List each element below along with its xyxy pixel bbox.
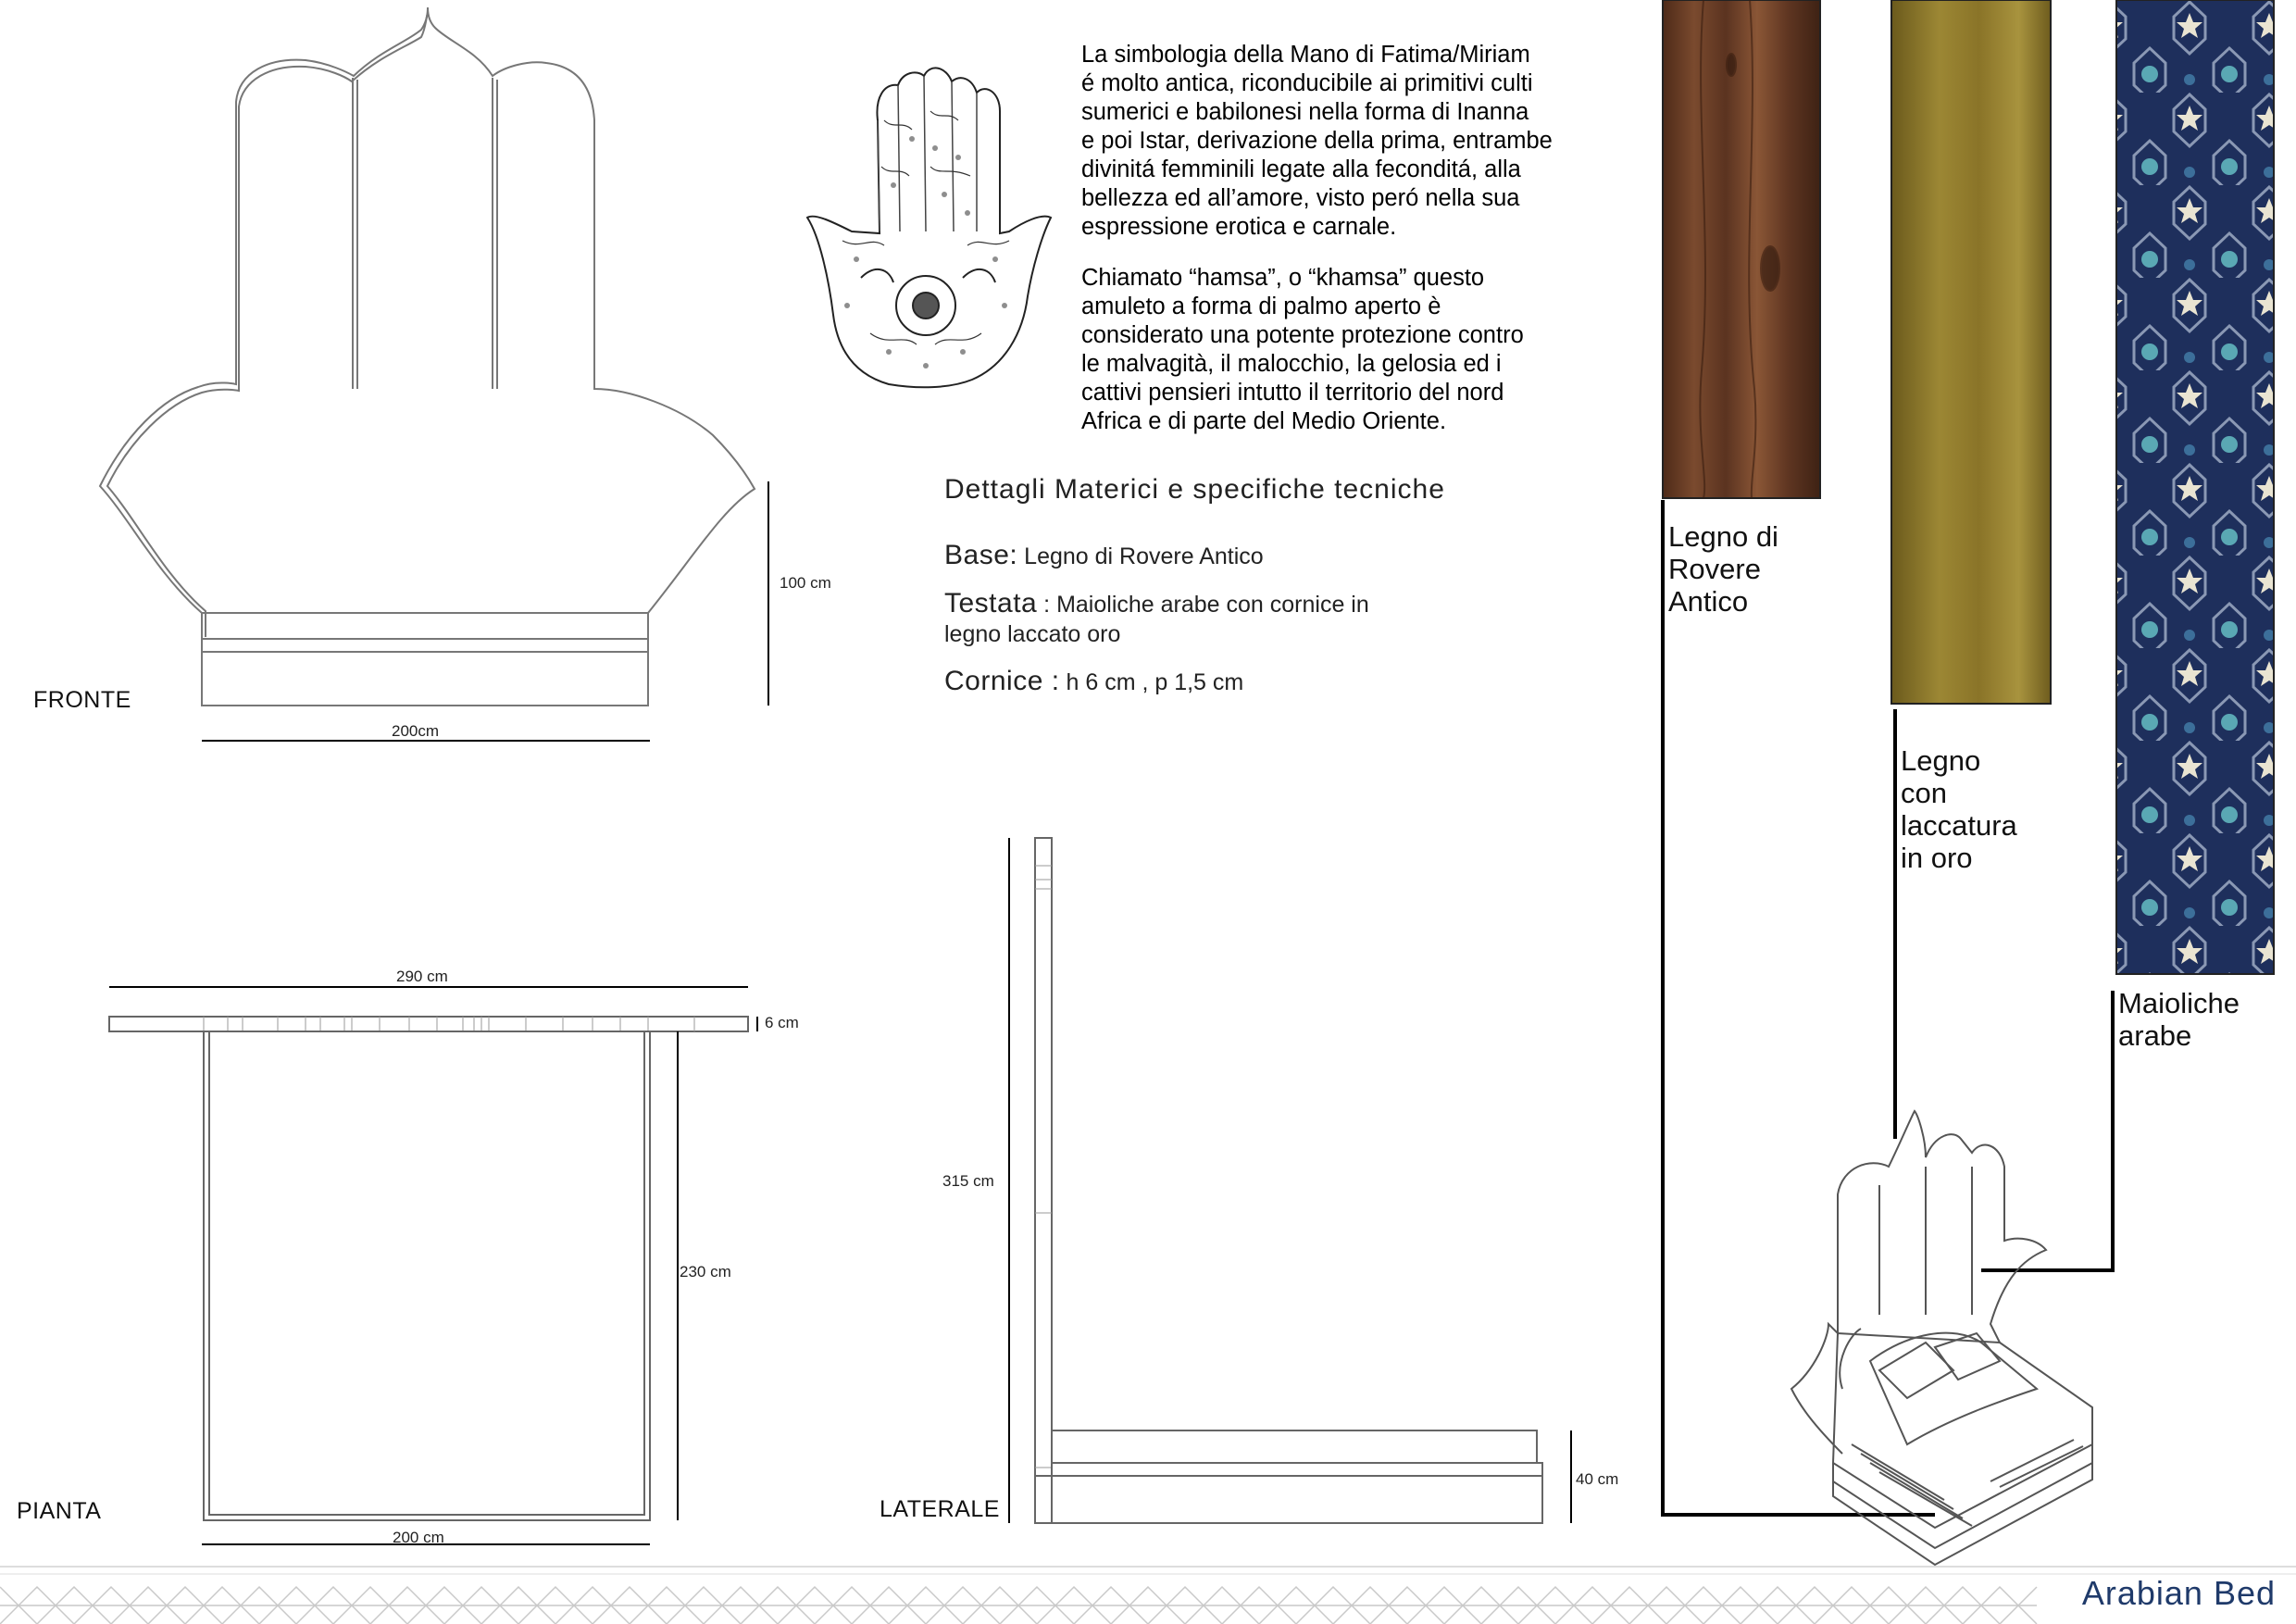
sheet-title: Arabian Bed bbox=[2081, 1574, 2276, 1612]
description-line: Africa e di parte del Medio Oriente. bbox=[1081, 408, 1447, 434]
description-line: considerato una potente protezione contro bbox=[1081, 322, 1524, 348]
side-height-dimension: 315 cm bbox=[942, 1172, 994, 1190]
description-line: cattivi pensieri intutto il territorio del nord bbox=[1081, 380, 1504, 406]
description-line: sumerici e babilonesi nella forma di Inanna bbox=[1081, 99, 1529, 125]
description-line: le malvagità, il malocchio, la gelosia ed i bbox=[1081, 351, 1502, 377]
side-base-height-dimension: 40 cm bbox=[1576, 1470, 1619, 1488]
spec-headboard-value: : Maioliche arabe con cornice in bbox=[1037, 592, 1369, 618]
spec-frame-key: Cornice : bbox=[944, 666, 1060, 696]
specs-heading: Dettagli Materici e specifiche tecniche bbox=[944, 474, 1445, 505]
spec-headboard-key: Testata bbox=[944, 588, 1038, 618]
material-label-line: con bbox=[1901, 777, 1947, 809]
material-label-line: Antico bbox=[1668, 585, 1749, 618]
plan-bottom-width-dimension: 200 cm bbox=[393, 1529, 444, 1546]
front-height-dimension: 100 cm bbox=[780, 574, 831, 592]
front-view-label: FRONTE bbox=[33, 687, 131, 713]
material-label-line: laccatura bbox=[1901, 809, 2017, 842]
material-label-line: arabe bbox=[2118, 1019, 2192, 1052]
description-line: é molto antica, riconducibile ai primitivi culti bbox=[1081, 70, 1533, 96]
plan-thickness-dimension: 6 cm bbox=[765, 1014, 799, 1031]
material-label-line: Maioliche bbox=[2118, 987, 2240, 1019]
plan-top-width-dimension: 290 cm bbox=[396, 968, 448, 985]
description-line: espressione erotica e carnale. bbox=[1081, 214, 1397, 240]
side-view-label: LATERALE bbox=[880, 1496, 1000, 1522]
front-width-dimension: 200cm bbox=[392, 722, 440, 740]
description-line: divinitá femminili legate alla feconditá, alla bbox=[1081, 156, 1521, 182]
spec-base-value: Legno di Rovere Antico bbox=[1017, 543, 1264, 569]
plan-depth-dimension: 230 cm bbox=[680, 1263, 731, 1280]
description-line: amuleto a forma di palmo aperto è bbox=[1081, 294, 1441, 319]
plan-view-label: PIANTA bbox=[17, 1498, 102, 1524]
spec-frame-value: h 6 cm , p 1,5 cm bbox=[1059, 669, 1244, 695]
spec-base-key: Base: bbox=[944, 540, 1018, 570]
description-line: bellezza ed all’amore, visto peró nella sua bbox=[1081, 185, 1520, 211]
material-label-line: Legno di bbox=[1668, 520, 1778, 553]
spec-headboard-value-2: legno laccato oro bbox=[944, 621, 1121, 647]
description-line: e poi Istar, derivazione della prima, entrambe bbox=[1081, 128, 1553, 154]
material-label-line: in oro bbox=[1901, 842, 1973, 874]
material-label-line: Rovere bbox=[1668, 553, 1761, 585]
description-line: La simbologia della Mano di Fatima/Miriam bbox=[1081, 42, 1530, 68]
description-line: Chiamato “hamsa”, o “khamsa” questo bbox=[1081, 265, 1485, 291]
material-label-line: Legno bbox=[1901, 744, 1981, 777]
